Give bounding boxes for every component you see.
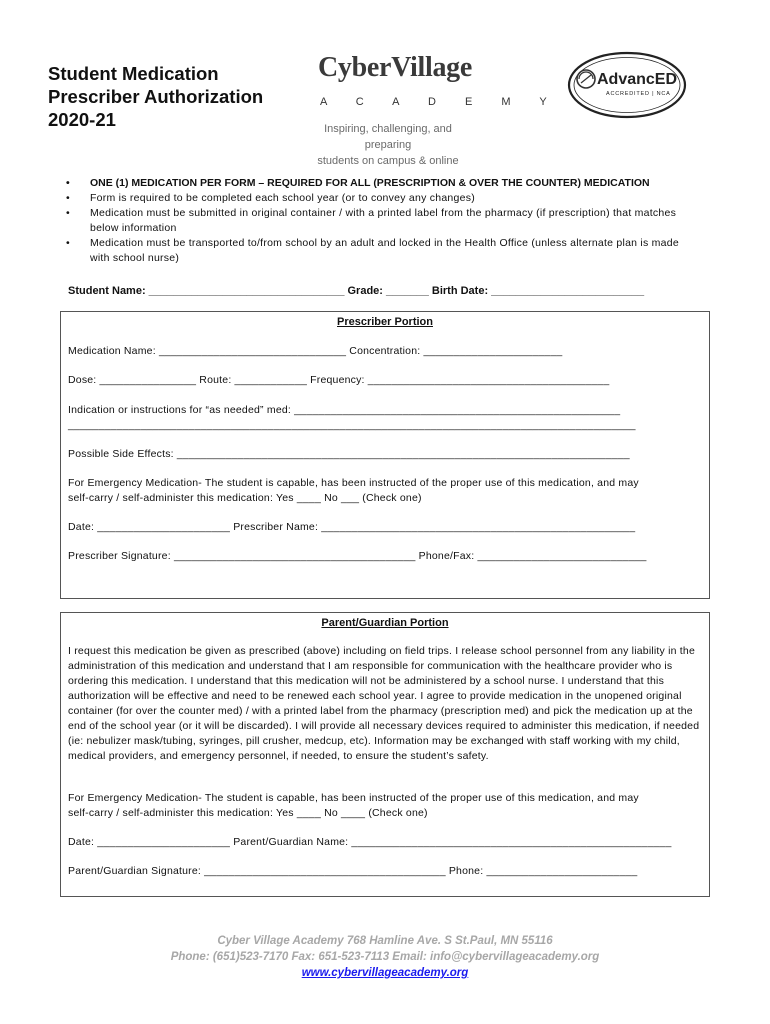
accreditation-logo-subtitle: ACCREDITED | NCA	[606, 91, 671, 97]
school-logo-tagline-line-1: Inspiring, challenging, and preparing	[324, 123, 452, 151]
instruction-text: Medication must be transported to/from school by an adult and locked in the Health Office (unless alternate plan is made with school nurse)	[90, 237, 679, 264]
title-line-1: Student Medication	[48, 63, 219, 84]
parent-signature-field[interactable]: Parent/Guardian Signature: ________________________________________ Phone: _________________________	[68, 865, 638, 877]
indication-field-continued[interactable]: ______________________________________________________________________________________________	[68, 419, 636, 431]
school-logo-tagline-line-2: students on campus & online	[317, 155, 459, 167]
instruction-item	[66, 191, 696, 206]
dose-route-frequency-field[interactable]: Dose: ________________ Route: ____________ Frequency: ________________________________________	[68, 374, 610, 386]
prescriber-signature-field[interactable]: Prescriber Signature: ________________________________________ Phone/Fax: ____________________________	[68, 550, 647, 562]
bullet-icon: •	[66, 177, 70, 189]
footer-website-link[interactable]: www.cybervillageacademy.org	[301, 967, 469, 979]
footer	[0, 933, 770, 981]
prescriber-self-carry-checkbox[interactable]: self-carry / self-administer this medication: Yes ____ No ___ (Check one)	[68, 492, 422, 504]
parent-self-carry-checkbox[interactable]: self-carry / self-administer this medication: Yes ____ No ____ (Check one)	[68, 807, 428, 819]
prescriber-section	[60, 311, 710, 599]
instruction-item	[66, 206, 696, 236]
footer-contact: Phone: (651)523-7170 Fax: 651-523-7113 Email: info@cybervillageacademy.org	[170, 951, 600, 963]
school-logo-subtitle: A C A D E M Y	[320, 96, 560, 108]
medication-name-field[interactable]: Medication Name: _______________________________ Concentration: _______________________	[68, 345, 563, 357]
indication-field[interactable]: Indication or instructions for “as needed” med: ______________________________________________________	[68, 404, 621, 416]
bullet-icon: •	[66, 192, 70, 204]
prescriber-date-name-field[interactable]: Date: ______________________ Prescriber Name: ____________________________________________________	[68, 521, 636, 533]
accreditation-logo-graphic	[566, 50, 688, 120]
prescriber-emergency-statement: For Emergency Medication- The student is capable, has been instructed of the proper use of this medication, and may	[68, 477, 639, 489]
school-logo	[304, 52, 560, 167]
instruction-item	[66, 176, 696, 191]
parent-emergency-statement: For Emergency Medication- The student is capable, has been instructed of the proper use of this medication, and may	[68, 792, 639, 804]
parent-section	[60, 612, 710, 897]
accreditation-logo	[566, 50, 688, 120]
instruction-text: Form is required to be completed each school year (or to convey any changes)	[90, 192, 475, 204]
bullet-icon: •	[66, 237, 70, 249]
form-title	[48, 62, 288, 131]
parent-date-name-field[interactable]: Date: ______________________ Parent/Guardian Name: _____________________________________________________	[68, 836, 672, 848]
parent-consent-paragraph: I request this medication be given as prescribed (above) including on field trips. I release school personnel from any liability in the administration of this medication and understand that I am responsible for communication with the healthcare provider who is ordering this medication. I understand that this medication will not be administered by a school nurse. I understand that this authorization will be effective and need to be renewed each school year. I agree to provide medication in the unopened original container (for over the counter med) / with a printed label from the pharmacy (prescription med) and pick the medication up at the end of the school year (or it will be discarded). I will provide all necessary devices required to administer this medication, if needed (ie: nebulizer mask/tubing, syringes, pill crusher, medcup, etc). Information may be exchanged with staff working with my child, medical providers, and emergency personnel, if needed, to ensure the student’s safety.	[68, 645, 700, 762]
parent-heading: Parent/Guardian Portion	[321, 617, 449, 629]
instruction-text: ONE (1) MEDICATION PER FORM – REQUIRED FOR ALL (PRESCRIPTION & OVER THE COUNTER) MEDICATION	[90, 177, 650, 189]
title-line-2: Prescriber Authorization	[48, 86, 264, 107]
school-logo-wordmark: CyberVillage	[318, 52, 472, 83]
school-logo-tagline	[304, 121, 472, 169]
instruction-item	[66, 236, 696, 266]
instruction-list	[66, 176, 696, 266]
accreditation-logo-name: AdvancED	[597, 71, 678, 88]
side-effects-field[interactable]: Possible Side Effects: ___________________________________________________________________________	[68, 448, 630, 460]
footer-address: Cyber Village Academy 768 Hamline Ave. S St.Paul, MN 55116	[217, 935, 553, 947]
instruction-text: Medication must be submitted in original container / with a printed label from the pharmacy (if prescription) that matches below information	[90, 207, 677, 234]
prescriber-heading: Prescriber Portion	[337, 316, 433, 328]
student-info-fields[interactable]: Student Name: ________________________________ Grade: _______ Birth Date: _________________________	[68, 285, 645, 297]
bullet-icon: •	[66, 207, 70, 219]
title-line-3: 2020-21	[48, 109, 116, 130]
